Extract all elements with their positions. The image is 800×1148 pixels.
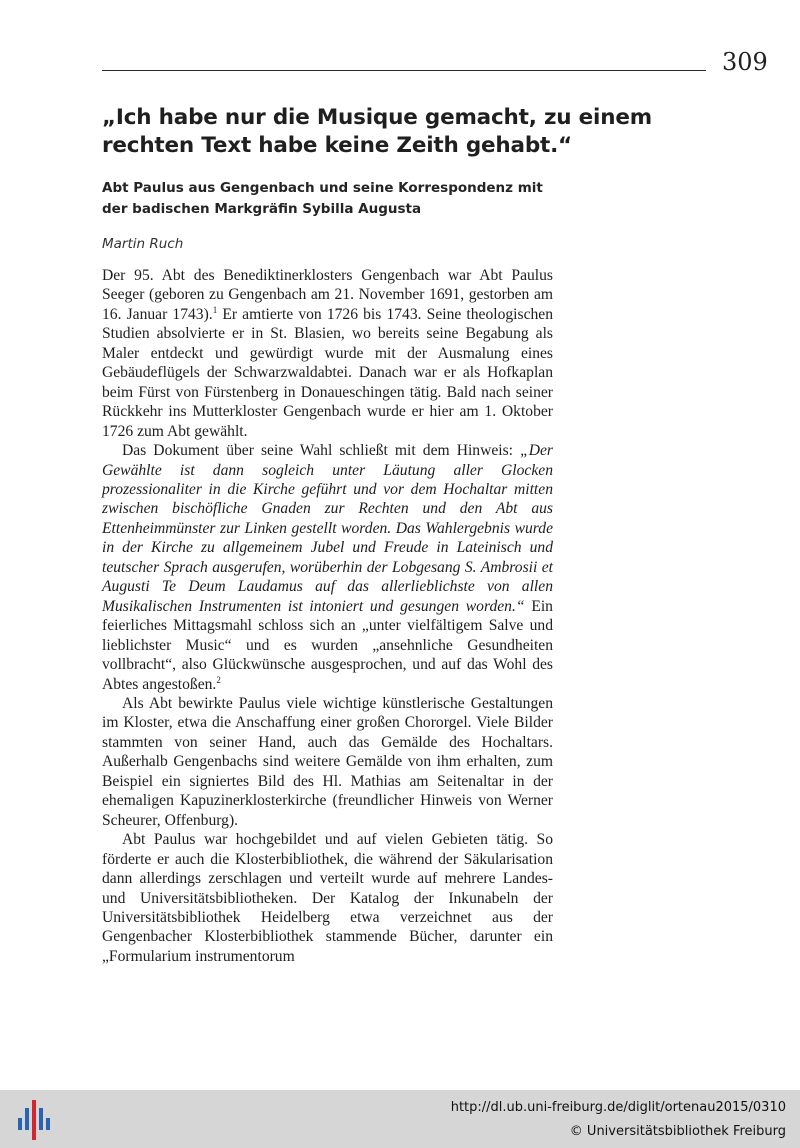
- footnote-ref-2[interactable]: 2: [216, 674, 221, 685]
- paragraph-3: Als Abt bewirkte Paulus viele wichtige künstlerische Gestaltungen im Kloster, etwa die Anschaffung einer großen Chororgel. Viele Bilder stammten von seiner Hand, auch das Gemälde des Hochaltars. Außerhalb Gengenbachs sind weitere Gemälde von ihm erhalten, zum Beispiel ein signiertes Bild des Hl. Mathias am Seitenaltar in der ehemaligen Kapuzinerklosterkirche (freundlicher Hinweis von Werner Scheurer, Offenburg).: [102, 694, 553, 829]
- paragraph-2: [102, 441, 553, 694]
- copyright-notice: © Universitätsbibliothek Freiburg: [569, 1124, 786, 1139]
- paragraph-1-text: Der 95. Abt des Benediktinerklosters Gengenbach war Abt Paulus Seeger (geboren zu Gengenbach am 21. November 1691, gestorben am 16. Januar 1743).: [102, 267, 553, 323]
- paragraph-2-text: Das Dokument über seine Wahl schließt mit dem Hinweis:: [122, 442, 521, 460]
- paragraph-4: Abt Paulus war hochgebildet und auf vielen Gebieten tätig. So förderte er auch die Klosterbibliothek, die während der Säkularisation dann allerdings zerschlagen und verteilt wurde auf mehrere Landes- und Universitätsbibliotheken. Der Katalog der Inkunabeln der Universitätsbibliothek Heidelberg etwa verzeichnet aus der Gengenbacher Klosterbibliothek stammende Bücher, darunter ein „Formularium instrumentorum: [102, 831, 553, 965]
- article-body: [102, 266, 553, 966]
- article-title: „Ich habe nur die Musique gemacht, zu einem rechten Text habe keine Zeith gehabt.“: [102, 105, 652, 158]
- footnote-ref-1[interactable]: 1: [212, 304, 218, 315]
- article-subtitle: Abt Paulus aus Gengenbach und seine Korrespondenz mit der badischen Markgräfin Sybilla Augusta: [102, 180, 543, 217]
- paragraph-1-text-cont: Er amtierte von 1726 bis 1743. Seine theologischen Studien absolvierte er in St. Blasien, wo bereits seine Begabung als Maler entdeckt und gewürdigt wurde mit der Ausmalung eines Gebäudeflügels der Schwarzwaldabtei. Danach war er als Hofkaplan beim Fürst von Fürstenberg in Donaueschingen tätig. Bald nach seiner Rückkehr ins Mutterkloster Gengenbach wurde er hier am 1. Oktober 1726 zum Abt gewählt.: [102, 305, 554, 440]
- ub-freiburg-logo-icon[interactable]: [10, 1098, 54, 1140]
- document-url-link[interactable]: http://dl.ub.uni-freiburg.de/diglit/ortenau2015/0310: [450, 1100, 786, 1115]
- paragraph-1: [102, 266, 553, 441]
- election-quote: „Der Gewählte ist dann sogleich unter Läutung aller Glocken prozessionaliter in die Kirche geführt und vor dem Hochaltar mitten zwischen bischöfliche Gnaden zur Rechten und den Abt aus Ettenheimmünster zur Linken gestellt worden. Das Wahlergebnis wurde in der Kirche zu allgemeinem Jubel und Freude in Lateinisch und teutscher Sprach ausgerufen, worüberhin der Lobgesang S. Ambrosii et Augusti Te Deum Laudamus auf das allerlieblichste von allen Musikalischen Instrumenten ist intoniert und gesungen worden.“: [102, 442, 553, 615]
- header-rule: [102, 70, 706, 71]
- page-number: 309: [722, 48, 768, 76]
- paragraph-2-text-cont: Ein feierliches Mittagsmahl schloss sich an „unter vielfältigem Salve und lieblichster Music“ und es wurden „ansehnliche Gesundheiten vollbracht“, also Glückwünsche ausgesprochen, und auf das Wohl des Abtes angestoßen.: [102, 597, 553, 693]
- article-author: Martin Ruch: [102, 236, 184, 252]
- footer-bar: [0, 1090, 800, 1148]
